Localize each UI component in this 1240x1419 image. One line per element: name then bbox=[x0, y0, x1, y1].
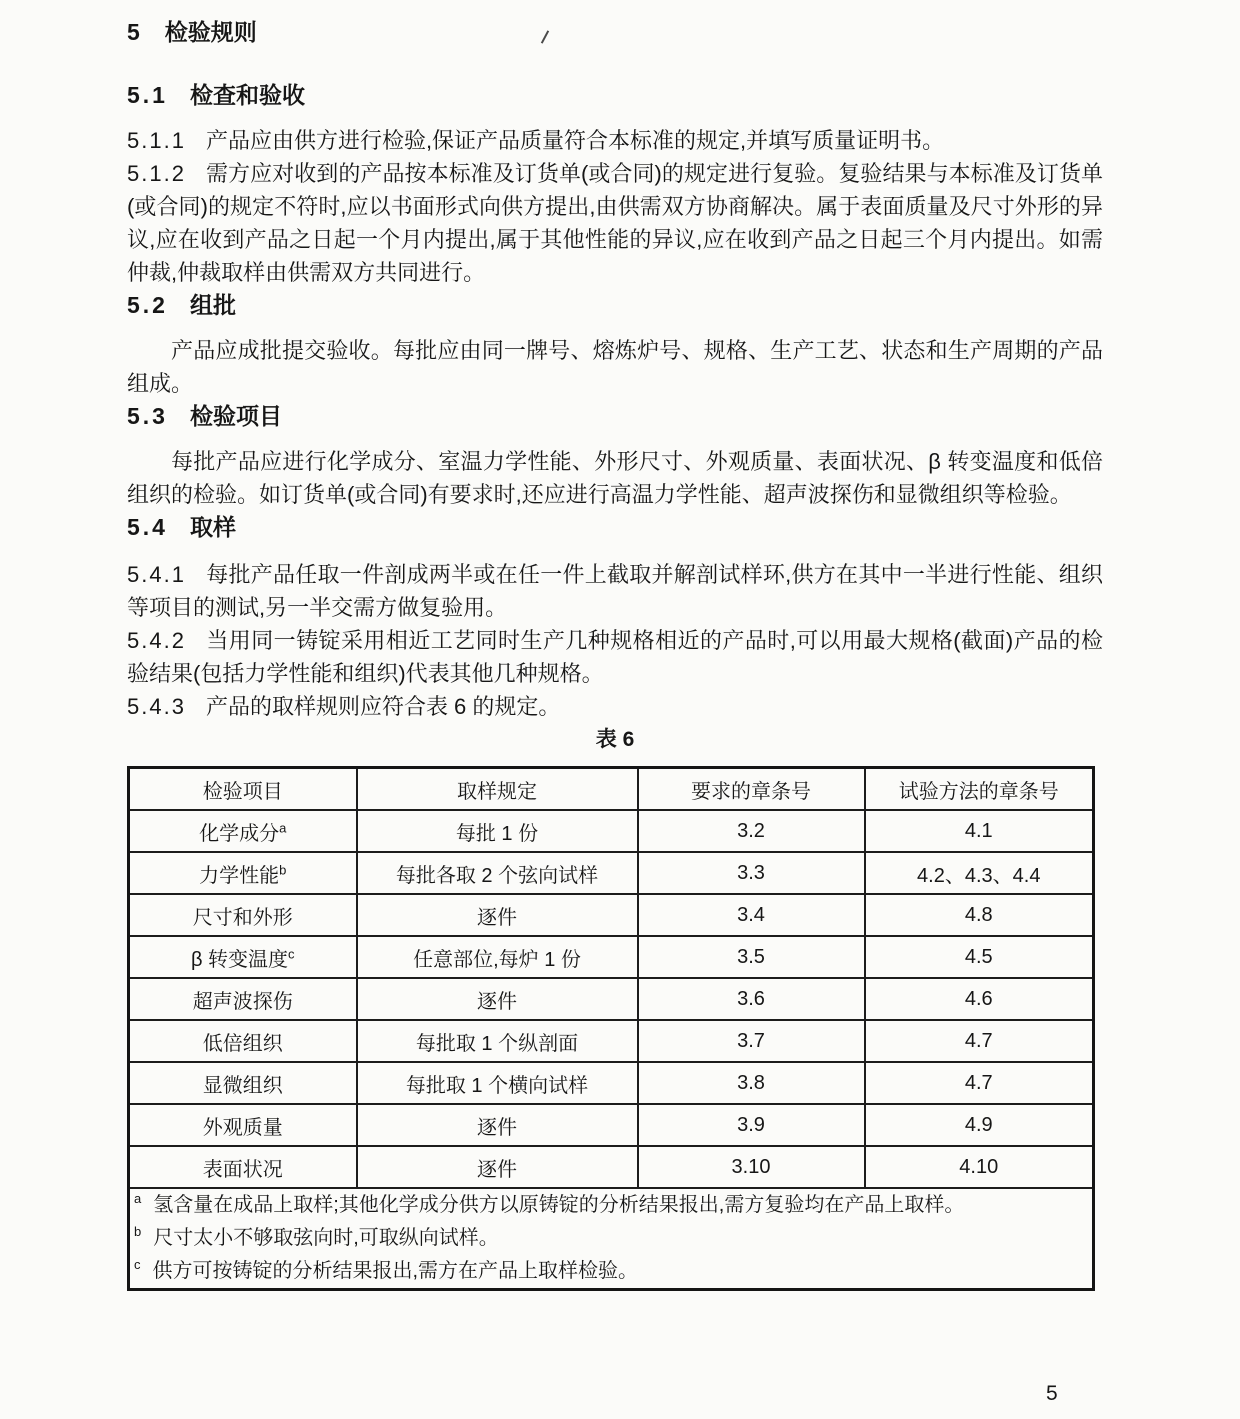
cell-requirement: 3.10 bbox=[638, 1146, 865, 1188]
cell-method: 4.7 bbox=[865, 1020, 1094, 1062]
cell-sampling: 每批各取 2 个弦向试样 bbox=[357, 852, 638, 894]
clause-number: 5.4.3 bbox=[127, 694, 186, 719]
item-label: 低倍组织 bbox=[202, 1032, 283, 1055]
footnote-text: 尺寸太小不够取弦向时,可取纵向试样。 bbox=[153, 1227, 499, 1249]
table-row bbox=[129, 1104, 1094, 1146]
clause-5-1-1 bbox=[127, 124, 1103, 157]
cell-method: 4.7 bbox=[865, 1062, 1094, 1104]
page-number: 5 bbox=[1046, 1382, 1058, 1405]
section-heading-5-4 bbox=[127, 511, 1103, 544]
column-header-sampling: 取样规定 bbox=[357, 768, 638, 811]
cell-item bbox=[129, 852, 357, 894]
table-title: 表 6 bbox=[595, 728, 635, 751]
cell-requirement: 3.4 bbox=[638, 894, 865, 936]
section-heading-5 bbox=[127, 16, 1103, 49]
table-header-row bbox=[129, 768, 1094, 811]
clause-5-4-2 bbox=[127, 624, 1103, 690]
item-label: 超声波探伤 bbox=[192, 990, 293, 1013]
clause-text: 产品的取样规则应符合表 6 的规定。 bbox=[205, 694, 561, 719]
item-label: 显微组织 bbox=[202, 1074, 283, 1097]
cell-sampling: 逐件 bbox=[357, 978, 638, 1020]
footnote-marker: a bbox=[134, 1191, 142, 1207]
table-row bbox=[129, 1062, 1094, 1104]
clause-5-1-2 bbox=[127, 157, 1103, 289]
footnote-item bbox=[134, 1222, 1088, 1255]
footnote-item bbox=[134, 1255, 1088, 1288]
footnote-item bbox=[134, 1189, 1088, 1222]
cell-sampling: 逐件 bbox=[357, 894, 638, 936]
section-heading-5-1 bbox=[127, 79, 1103, 112]
clause-number: 5.1.2 bbox=[127, 161, 186, 186]
section-number: 5.4 bbox=[127, 514, 168, 540]
column-header-requirement: 要求的章条号 bbox=[638, 768, 865, 811]
cell-sampling: 每批取 1 个横向试样 bbox=[357, 1062, 638, 1104]
cell-item bbox=[129, 894, 357, 936]
clause-5-4-3 bbox=[127, 690, 1103, 723]
cell-requirement: 3.2 bbox=[638, 810, 865, 852]
section-number: 5.2 bbox=[127, 292, 168, 318]
clause-text: 产品应由供方进行检验,保证产品质量符合本标准的规定,并填写质量证明书。 bbox=[205, 128, 945, 153]
footnote-text: 氢含量在成品上取样;其他化学成分供方以原铸锭的分析结果报出,需方复验均在产品上取样。 bbox=[153, 1194, 965, 1216]
section-title: 检验项目 bbox=[189, 403, 282, 429]
cell-requirement: 3.3 bbox=[638, 852, 865, 894]
table-footnote-row bbox=[129, 1188, 1094, 1290]
table-row bbox=[129, 978, 1094, 1020]
section-title: 检验规则 bbox=[164, 19, 257, 45]
table-footnotes bbox=[129, 1188, 1094, 1290]
footnote-text: 供方可按铸锭的分析结果报出,需方在产品上取样检验。 bbox=[152, 1260, 639, 1282]
item-label: 尺寸和外形 bbox=[192, 906, 293, 929]
section-heading-5-2 bbox=[127, 289, 1103, 322]
cell-item bbox=[129, 1062, 357, 1104]
footnote-ref: b bbox=[279, 861, 287, 877]
item-label: β 转变温度 bbox=[190, 948, 289, 971]
table-row bbox=[129, 810, 1094, 852]
table-row bbox=[129, 894, 1094, 936]
cell-item bbox=[129, 1104, 357, 1146]
item-label: 化学成分 bbox=[199, 822, 280, 845]
cell-item bbox=[129, 1020, 357, 1062]
column-header-item: 检验项目 bbox=[129, 768, 357, 811]
cell-method: 4.2、4.3、4.4 bbox=[865, 852, 1094, 894]
item-label: 表面状况 bbox=[202, 1158, 283, 1181]
item-label: 力学性能 bbox=[199, 864, 280, 887]
clause-number: 5.1.1 bbox=[127, 128, 186, 153]
footnote-ref: a bbox=[279, 819, 287, 835]
column-header-method: 试验方法的章条号 bbox=[865, 768, 1094, 811]
cell-item bbox=[129, 936, 357, 978]
clause-text: 需方应对收到的产品按本标准及订货单(或合同)的规定进行复验。复验结果与本标准及订货单(或合同)的规定不符时,应以书面形式向供方提出,由供需双方协商解决。属于表面质量及尺寸外形的异议,应在收到产品之日起一个月内提出,属于其他性能的异议,应在收到产品之日起三个月内提出。如需仲裁,仲裁取样由供需双方共同进行。 bbox=[127, 161, 1103, 285]
clause-text: 当用同一铸锭采用相近工艺同时生产几种规格相近的产品时,可以用最大规格(截面)产品的检验结果(包括力学性能和组织)代表其他几种规格。 bbox=[127, 628, 1103, 686]
page-content bbox=[127, 0, 1103, 1291]
clause-number: 5.4.1 bbox=[127, 562, 186, 587]
paragraph-5-2: 产品应成批提交验收。每批应由同一牌号、熔炼炉号、规格、生产工艺、状态和生产周期的产品组成。 bbox=[127, 338, 1103, 396]
cell-item bbox=[129, 978, 357, 1020]
clause-number: 5.4.2 bbox=[127, 628, 186, 653]
cell-requirement: 3.8 bbox=[638, 1062, 865, 1104]
cell-method: 4.10 bbox=[865, 1146, 1094, 1188]
section-heading-5-3 bbox=[127, 400, 1103, 433]
section-title: 组批 bbox=[189, 292, 236, 318]
section-number: 5.3 bbox=[127, 403, 168, 429]
footnote-ref: c bbox=[288, 945, 295, 961]
paragraph-5-3: 每批产品应进行化学成分、室温力学性能、外形尺寸、外观质量、表面状况、β 转变温度和低倍组织的检验。如订货单(或合同)有要求时,还应进行高温力学性能、超声波探伤和显微组织等检验。 bbox=[127, 449, 1103, 507]
cell-method: 4.8 bbox=[865, 894, 1094, 936]
clause-text: 每批产品任取一件剖成两半或在任一件上截取并解剖试样环,供方在其中一半进行性能、组织等项目的测试,另一半交需方做复验用。 bbox=[127, 562, 1103, 620]
item-label: 外观质量 bbox=[202, 1116, 283, 1139]
section-title: 检查和验收 bbox=[189, 82, 305, 108]
section-number: 5.1 bbox=[127, 82, 168, 108]
cell-requirement: 3.5 bbox=[638, 936, 865, 978]
footnote-marker: c bbox=[134, 1257, 141, 1273]
table-row bbox=[129, 1020, 1094, 1062]
cell-method: 4.1 bbox=[865, 810, 1094, 852]
cell-method: 4.5 bbox=[865, 936, 1094, 978]
cell-sampling: 任意部位,每炉 1 份 bbox=[357, 936, 638, 978]
table-row bbox=[129, 1146, 1094, 1188]
cell-requirement: 3.7 bbox=[638, 1020, 865, 1062]
cell-sampling: 逐件 bbox=[357, 1146, 638, 1188]
cell-sampling: 每批取 1 个纵剖面 bbox=[357, 1020, 638, 1062]
cell-sampling: 逐件 bbox=[357, 1104, 638, 1146]
table-row bbox=[129, 936, 1094, 978]
clause-5-4-1 bbox=[127, 558, 1103, 624]
section-title: 取样 bbox=[189, 514, 236, 540]
cell-method: 4.9 bbox=[865, 1104, 1094, 1146]
cell-requirement: 3.6 bbox=[638, 978, 865, 1020]
sampling-rules-table bbox=[127, 766, 1095, 1291]
cell-method: 4.6 bbox=[865, 978, 1094, 1020]
cell-item bbox=[129, 1146, 357, 1188]
cell-sampling: 每批 1 份 bbox=[357, 810, 638, 852]
cell-requirement: 3.9 bbox=[638, 1104, 865, 1146]
table-row bbox=[129, 852, 1094, 894]
section-number: 5 bbox=[127, 19, 143, 45]
cell-item bbox=[129, 810, 357, 852]
footnote-marker: b bbox=[134, 1224, 142, 1240]
